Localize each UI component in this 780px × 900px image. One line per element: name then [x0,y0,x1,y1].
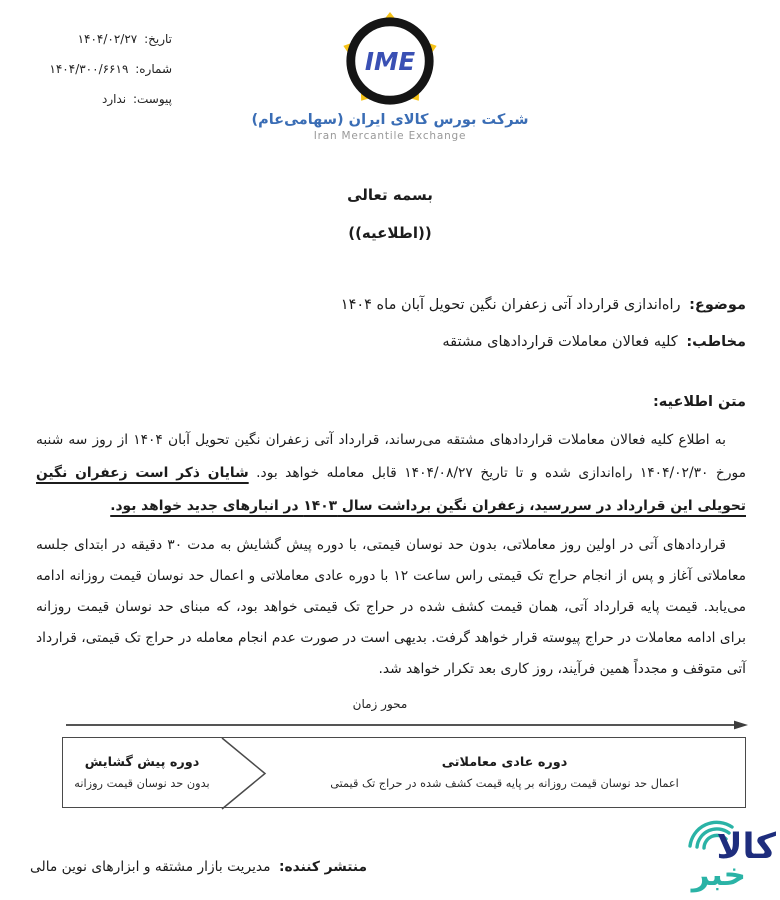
audience-label: مخاطب: [686,334,746,350]
letter-body [36,297,746,685]
company-name-en: Iran Mercantile Exchange [313,130,467,142]
publisher-line [30,859,750,875]
watermark-text-kala: کالا [716,827,776,867]
number-value: ۱۴۰۴/۳۰۰/۶۶۱۹ [49,62,129,76]
ime-logo-icon [341,12,439,110]
ime-logo-block [0,12,780,142]
emphasized-clause: شایان ذکر است زعفران نگین تحویلی این قرارداد در سررسید، زعفران نگین برداشت سال ۱۴۰۳ در انبارهای جدید خواهد بود. [36,465,746,514]
publisher-label: منتشر کننده: [278,859,368,875]
company-name-fa: شرکت بورس کالای ایران (سهامی‌عام) [251,112,529,128]
period-divider-chevron-icon [221,737,267,810]
ime-monogram: IME [364,46,416,76]
preopen-period-section [63,738,221,807]
notice-title: ((اطلاعیه)) [348,224,432,242]
publisher-text: مدیریت بازار مشتقه و ابزارهای نوین مالی [30,859,271,875]
attachment-value: ندارد [102,92,127,106]
basmala-heading: بسمه تعالی [347,186,433,204]
attachment-label: پیوست: [132,92,172,106]
subject-text: راه‌اندازی قرارداد آتی زعفران نگین تحویل آبان ماه ۱۴۰۴ [340,297,681,313]
time-axis-label: محور زمان [352,697,408,711]
normal-period-subtitle: اعمال حد نوسان قیمت روزانه بر پایه قیمت کشف شده در حراج تک قیمتی [330,777,679,790]
kalakhabar-watermark [670,814,780,900]
preopen-period-subtitle: بدون حد نوسان قیمت روزانه [74,777,210,790]
normal-period-title: دوره عادی معاملاتی [441,755,568,770]
body-section-title: متن اطلاعیه: [652,394,746,410]
time-axis-arrow-icon [66,719,748,731]
number-label: شماره: [135,62,172,76]
subject-line [36,297,746,313]
audience-line [36,334,746,350]
subject-label: موضوع: [689,297,746,313]
watermark-arcs-icon [684,814,738,850]
paragraph-1-text: به اطلاع کلیه فعالان معاملات قراردادهای مشتقه می‌رساند، قرارداد آتی زعفران نگین تحویل آبان ۱۴۰۴ از روز سه شنبه مورخ ۱۴۰۴/۰۲/۳۰ راه‌اندازی شده و تا تاریخ ۱۴۰۴/۰۸/۲۷ قابل معامله خواهد بود. [36,432,746,481]
preopen-period-title: دوره پیش گشایش [84,755,200,770]
watermark-text-khabar: خبر [691,857,746,893]
date-value: ۱۴۰۴/۰۲/۲۷ [77,32,138,46]
trading-periods-diagram [62,737,746,808]
date-label: تاریخ: [144,32,172,46]
announcement-paragraph-1 [36,424,746,523]
normal-period-section [268,738,741,807]
audience-text: کلیه فعالان معاملات قراردادهای مشتقه [442,334,678,350]
announcement-paragraph-2: قراردادهای آتی در اولین روز معاملاتی، بدون حد نوسان قیمتی، با دوره پیش گشایش به مدت ۳۰ دقیقه در ابتدای جلسه معاملاتی آغاز و پس از انجام حراج تک قیمتی راس ساعت ۱۲ با دوره عادی معاملاتی و اعمال حد نوسان قیمت روزانه ادامه می‌یابد. قیمت پایه قرارداد آتی، همان قیمت کشف شده در حراج تک قیمتی خواهد بود، که مبنای حد نوسان قیمت روزانه برای ادامه معاملات در حراج پیوسته قرار خواهد گرفت. بدیهی است در صورت عدم انجام معامله در حراج تک قیمتی، قرارداد آتی متوقف و مجدداً همین فرآیند، روز کاری بعد تکرار خواهد شد. [36,537,746,677]
